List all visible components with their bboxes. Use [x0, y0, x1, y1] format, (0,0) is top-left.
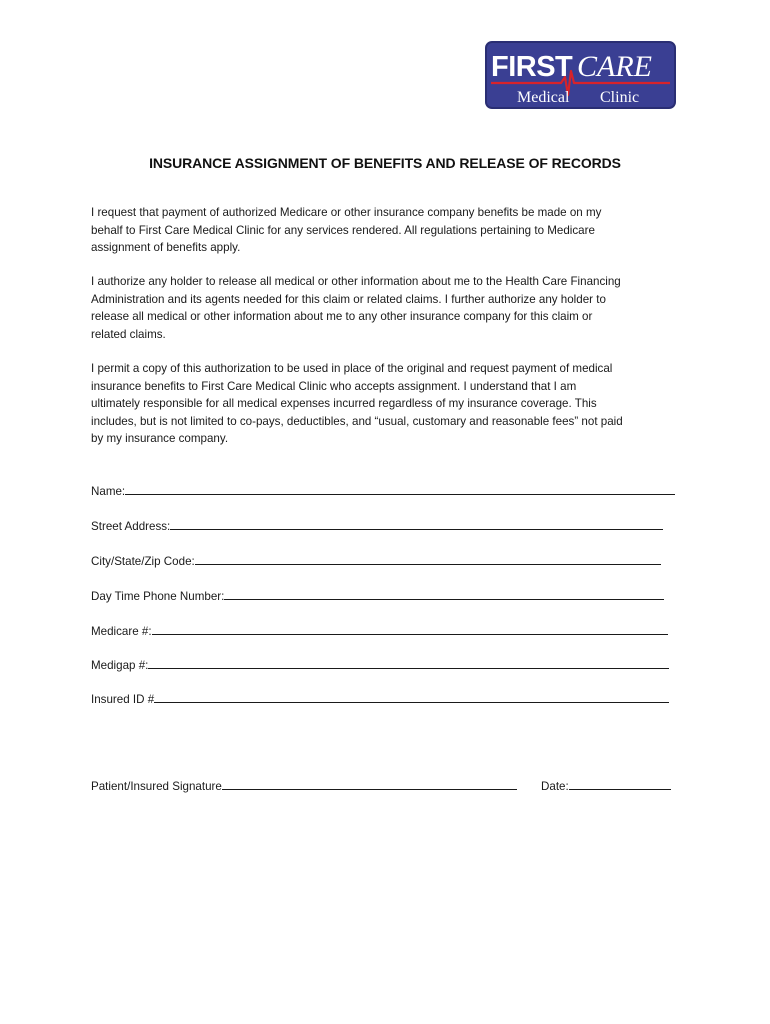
medicare-blank-line[interactable] — [152, 622, 668, 635]
document-title: INSURANCE ASSIGNMENT OF BENEFITS AND RELEASE OF RECORDS — [149, 155, 621, 171]
paragraph-copy-authorization — [91, 360, 691, 448]
logo-word-first: FIRST — [491, 51, 573, 83]
signature-field — [91, 777, 517, 795]
medigap-field — [91, 656, 669, 674]
paragraph-line: assignment of benefits apply. — [91, 241, 241, 254]
logo-word-care: CARE — [577, 50, 652, 83]
medigap-label: Medigap #: — [91, 659, 149, 672]
date-label: Date: — [541, 780, 569, 793]
day-phone-blank-line[interactable] — [224, 587, 664, 600]
name-label: Name: — [91, 485, 126, 498]
medicare-field — [91, 622, 668, 640]
street-address-blank-line[interactable] — [170, 517, 663, 530]
name-blank-line[interactable] — [125, 482, 675, 495]
medicare-label: Medicare #: — [91, 625, 152, 638]
paragraph-release-authorization — [91, 273, 691, 343]
logo-subtitle-clinic: Clinic — [600, 89, 640, 106]
logo-subtitle-medical: Medical — [517, 89, 570, 106]
street-address-field — [91, 517, 663, 535]
paragraph-line: I request that payment of authorized Medicare or other insurance company benefits be made on my — [91, 206, 602, 219]
insured-id-blank-line[interactable] — [154, 690, 669, 703]
clinic-logo — [485, 41, 676, 109]
paragraph-line: ultimately responsible for all medical expenses incurred regardless of my insurance coverage. This — [91, 397, 597, 410]
city-state-zip-label: City/State/Zip Code: — [91, 555, 195, 568]
medigap-blank-line[interactable] — [148, 656, 669, 669]
city-state-zip-blank-line[interactable] — [195, 552, 661, 565]
paragraph-line: I authorize any holder to release all medical or other information about me to the Health Care Financing — [91, 275, 621, 288]
city-state-zip-field — [91, 552, 661, 570]
paragraph-line: insurance benefits to First Care Medical Clinic who accepts assignment. I understand that I am — [91, 379, 577, 393]
paragraph-line: Administration and its agents needed for this claim or related claims. I further authorize any holder to — [91, 292, 606, 306]
date-field — [541, 777, 671, 795]
signature-label: Patient/Insured Signature — [91, 780, 222, 793]
paragraph-line: by my insurance company. — [91, 432, 229, 445]
name-field — [91, 482, 675, 500]
clinic-logo-graphic — [487, 43, 674, 107]
insured-id-field — [91, 690, 669, 708]
paragraph-line: I permit a copy of this authorization to be used in place of the original and request payment of medical — [91, 362, 613, 375]
day-phone-label: Day Time Phone Number: — [91, 590, 225, 603]
insured-id-label: Insured ID # — [91, 693, 155, 706]
day-phone-field — [91, 587, 664, 605]
date-blank-line[interactable] — [569, 777, 671, 790]
paragraph-line: release all medical or other information about me to any other insurance company for this claim or — [91, 310, 593, 323]
paragraph-line: behalf to First Care Medical Clinic for any services rendered. All regulations pertaining to Medicare — [91, 223, 595, 237]
paragraph-payment-request — [91, 204, 691, 257]
street-address-label: Street Address: — [91, 520, 171, 533]
signature-blank-line[interactable] — [222, 777, 517, 790]
paragraph-line: includes, but is not limited to co-pays, deductibles, and “usual, customary and reasonable fees” not paid — [91, 414, 623, 428]
paragraph-line: related claims. — [91, 327, 166, 341]
